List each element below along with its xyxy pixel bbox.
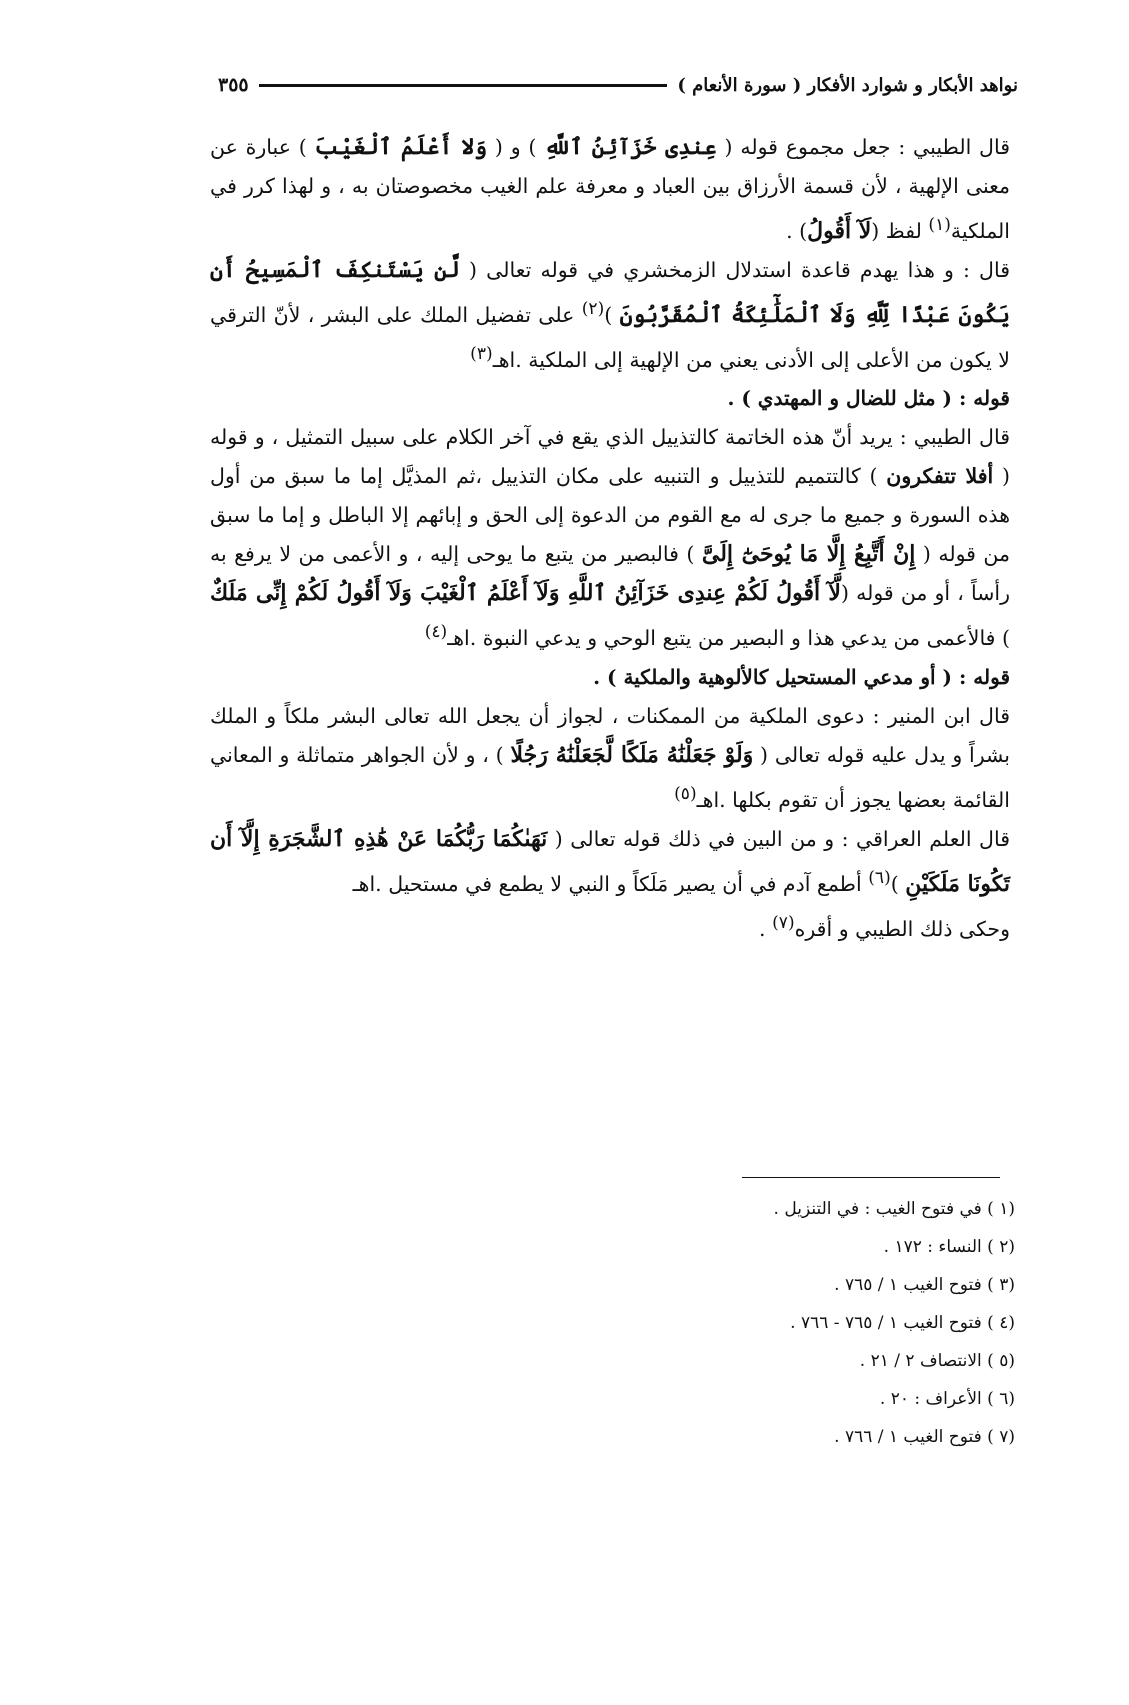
footnote-ref: (٢) (581, 298, 605, 319)
paragraph-tibi-intro (210, 128, 1010, 251)
paragraph-closing (210, 904, 1010, 949)
footnote-4: (٤ ) فتوح الغيب ١ / ٧٦٥ - ٧٦٦ . (790, 1313, 1015, 1333)
footnotes (560, 1190, 1015, 1456)
quran-quote: إِنْ أَتَّبِعُ إِلَّا مَا يُوحَىٰٓ إِلَىَّ (701, 541, 916, 568)
footnote-ref: (٧) (772, 912, 795, 933)
text-run: ) فالبصير من يتبع ما يوحى إليه ، و الأعمى من لا يرفع به رأساً ، أو من قوله ( (210, 542, 1011, 606)
text-run: قال : و هذا يهدم قاعدة استدلال الزمخشري في قوله تعالى ( (459, 257, 1010, 282)
text-run: على تفضيل الملك على البشر ، لأنّ الترقي لا يكون من الأعلى إلى الأدنى يعني من الإلهية إلى الملكية .اهـ (210, 302, 1010, 372)
footnote-ref: (٦) (868, 868, 891, 889)
quran-quote: وَلا أَعْلَمُ ٱلْغَيْبَ (314, 134, 488, 160)
paragraph-iraqi (210, 820, 1010, 904)
text-run: وحكى ذلك الطيبي و أقره (794, 916, 1010, 941)
text-run: . (759, 916, 773, 941)
footnote-ref: (٣) (470, 343, 493, 364)
text-run: قال العلم العراقي : و من البين في ذلك قوله تعالى ( (547, 827, 1010, 852)
footnote-ref: (٤) (424, 622, 448, 643)
footnote-ref: (١) (928, 215, 951, 235)
paragraph-zamakhshari (210, 251, 1010, 380)
quran-quote: لَآ أَقُولُ (807, 217, 872, 244)
text-run: ) ، و لأن الجواهر متماثلة و المعاني القائمة بعضها يجوز أن تقوم بكلها .اهـ (210, 743, 1010, 813)
text-run: أطمع آدم في أن يصير مَلَكاً و النبي لا يطمع في مستحيل .اهـ (352, 871, 869, 896)
footnote-6: (٦ ) الأعراف : ٢٠ . (879, 1389, 1015, 1409)
text-run: ) و ( (487, 135, 545, 159)
text-run: ) فالأعمى من يدعي هذا و البصير من يتبع الوحي و يدعي النبوة .اهـ (447, 626, 1010, 651)
quran-quote: وَلَوْ جَعَلْنَٰهُ مَلَكًا لَّجَعَلْنَٰهُ رَجُلًا (510, 742, 754, 769)
text-run: ) كالتتميم للتذييل و التنبيه على مكان التذييل ،ثم المذيَّل إما ما سبق من أول هذه السورة و جميع ما جرى له مع القوم من الدعوة إلى الحق و إبائهم إلا الباطل و إما ما سبق من قوله ( (210, 464, 1010, 567)
footnote-1: (١ ) في فتوح الغيب : في التنزيل . (773, 1199, 1015, 1219)
page-number: ٣٥٥ (218, 74, 249, 96)
page-header (218, 68, 1018, 102)
quran-quote: نَهَىٰكُمَا رَبُّكُمَا عَنْ هَٰذِهِ ٱلشَّجَرَةِ إِلَّآ أَن تَكُونَا مَلَكَيْنِ (210, 826, 1010, 897)
quran-quote: لَّآ أَقُولُ لَكُمْ عِندِى خَزَآئِنُ ٱللَّهِ وَلَآ أَعْلَمُ ٱلْغَيْبَ وَلَآ أَقُولُ لَكُمْ إِنِّى مَلَكٌ (210, 580, 841, 607)
text-run: قال الطيبي : يريد أنّ هذه الخاتمة كالتذييل الذي يقع في آخر الكلام على سبيل التمثيل ، و قوله ( (210, 425, 1011, 489)
footnote-3: (٣ ) فتوح الغيب ١ / ٧٦٥ . (834, 1275, 1015, 1295)
section-heading: قوله : ( أو مدعي المستحيل كالألوهية والملكية ) . (593, 665, 1010, 690)
text-run: لفظ ( (871, 218, 929, 243)
header-rule (259, 84, 668, 87)
section-heading: قوله : ( مثل للضال و المهتدي ) . (727, 386, 1010, 411)
footnote-2: (٢ ) النساء : ١٧٢ . (883, 1237, 1015, 1257)
footnote-5: (٥ ) الانتصاف ٢ / ٢١ . (859, 1351, 1015, 1371)
main-text (210, 128, 1010, 949)
text-run: ) . (786, 218, 808, 243)
text-run: قال الطيبي : جعل مجموع قوله ( (716, 135, 1010, 159)
paragraph-tibi-tadhyil (210, 418, 1010, 658)
footnote-7: (٧ ) فتوح الغيب ١ / ٧٦٦ . (834, 1427, 1015, 1447)
bold-phrase: أفلا تتفكرون (886, 464, 994, 489)
text-run: ) (890, 871, 906, 896)
paragraph-ibn-munir (210, 697, 1010, 820)
quran-quote: لَّن يَسْتَنكِفَ ٱلْمَسِيحُ أَن يَكُونَ عَبْدًا لِّلَّهِ وَلَا ٱلْمَلَٰٓئِكَةُ ٱلْمُقَرَّبُونَ (210, 256, 1011, 328)
text-run: قال ابن المنير : دعوى الملكية من الممكنات ، لجواز أن يجعل الله تعالى البشر ملكاً و الملك بشراً و يدل عليه قوله تعالى ( (210, 704, 1010, 768)
quran-quote: عِندِى خَزَآئِنُ ٱللَّهِ (544, 134, 717, 160)
text-run: ) (604, 302, 620, 327)
running-title: نواهد الأبكار و شوارد الأفكار ( سورة الأنعام ) (677, 74, 1018, 96)
footnote-ref: (٥) (674, 784, 697, 805)
footnote-separator (742, 1177, 1000, 1178)
text-run: ) عبارة عن معنى الإلهية ، لأن قسمة الأرزاق بين العباد و معرفة علم الغيب مخصوصتان به ، و لهذا كرر في الملكية (210, 135, 1010, 243)
